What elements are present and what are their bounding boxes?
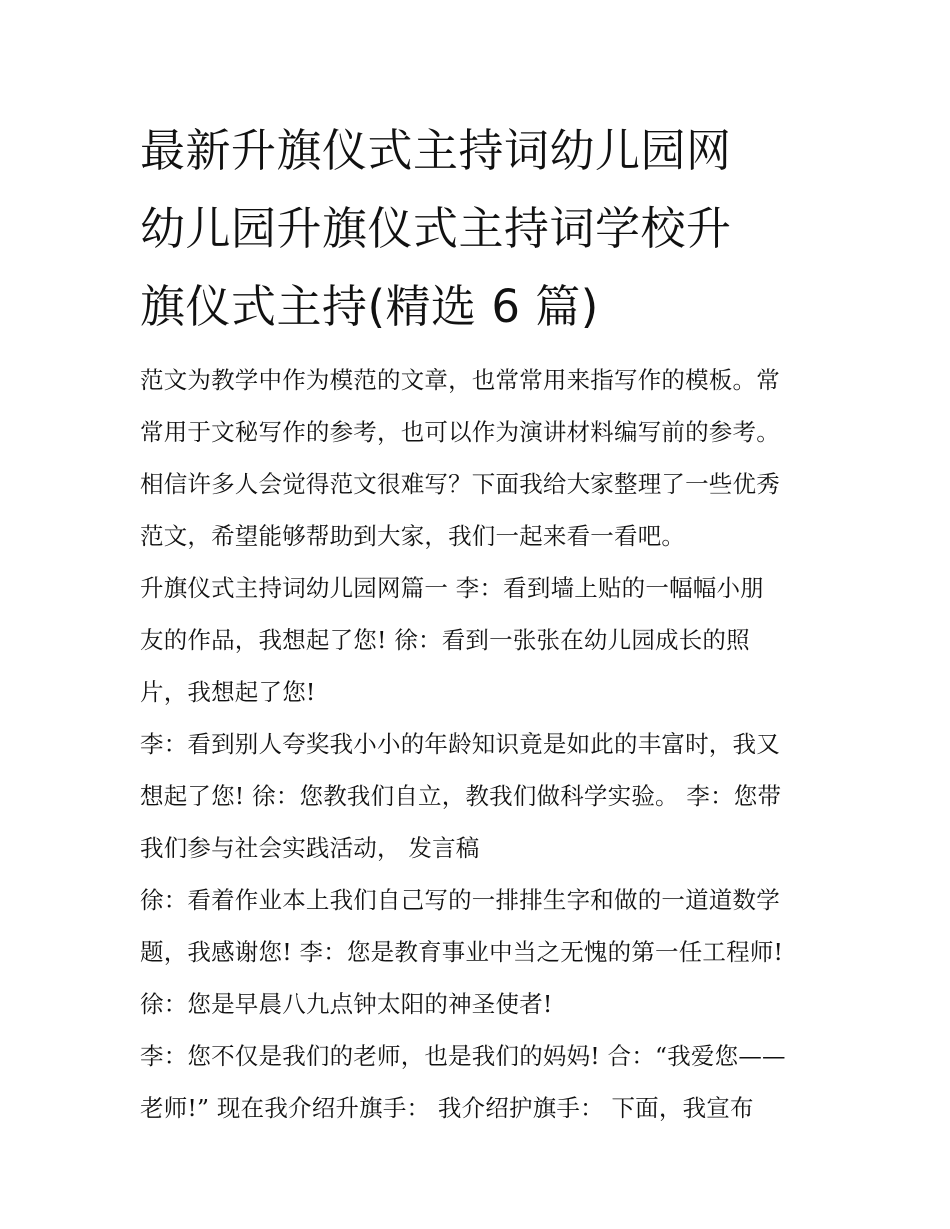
body-line: 徐：您是早晨八九点钟太阳的神圣使者! <box>140 990 553 1018</box>
body-line: 老师!” 现在我介绍升旗手： 我介绍护旗手： 下面，我宣布 <box>140 1094 754 1122</box>
body-line: 常用于文秘写作的参考，也可以作为演讲材料编写前的参考。 <box>140 418 780 446</box>
title-line: 幼儿园升旗仪式主持词学校升 <box>140 202 732 255</box>
document-body <box>140 354 830 1134</box>
body-line: 我们参与社会实践活动， 发言稿 <box>140 834 480 862</box>
body-line: 升旗仪式主持词幼儿园网篇一 李：看到墙上贴的一幅幅小朋 <box>140 574 764 602</box>
title-line: 旗仪式主持(精选 6 篇) <box>140 280 599 333</box>
body-line: 题，我感谢您! 李：您是教育事业中当之无愧的第一任工程师! <box>140 938 784 966</box>
document-title <box>140 112 830 346</box>
body-line: 范文，希望能够帮助到大家，我们一起来看一看吧。 <box>140 522 686 550</box>
body-line: 李：您不仅是我们的老师，也是我们的妈妈! 合：“我爱您—— <box>140 1042 786 1070</box>
title-line: 最新升旗仪式主持词幼儿园网 <box>140 124 732 177</box>
body-line: 片，我想起了您! <box>140 678 316 706</box>
body-line: 徐：看着作业本上我们自己写的一排排生字和做的一道道数学 <box>140 886 780 914</box>
body-line: 想起了您! 徐：您教我们自立，教我们做科学实验。 李：您带 <box>140 782 782 810</box>
body-line: 相信许多人会觉得范文很难写？下面我给大家整理了一些优秀 <box>140 470 780 498</box>
body-line: 友的作品，我想起了您! 徐：看到一张张在幼儿园成长的照 <box>140 626 750 654</box>
body-line: 范文为教学中作为模范的文章，也常常用来指写作的模板。常 <box>140 366 780 394</box>
body-line: 李：看到别人夸奖我小小的年龄知识竟是如此的丰富时，我又 <box>140 730 780 758</box>
